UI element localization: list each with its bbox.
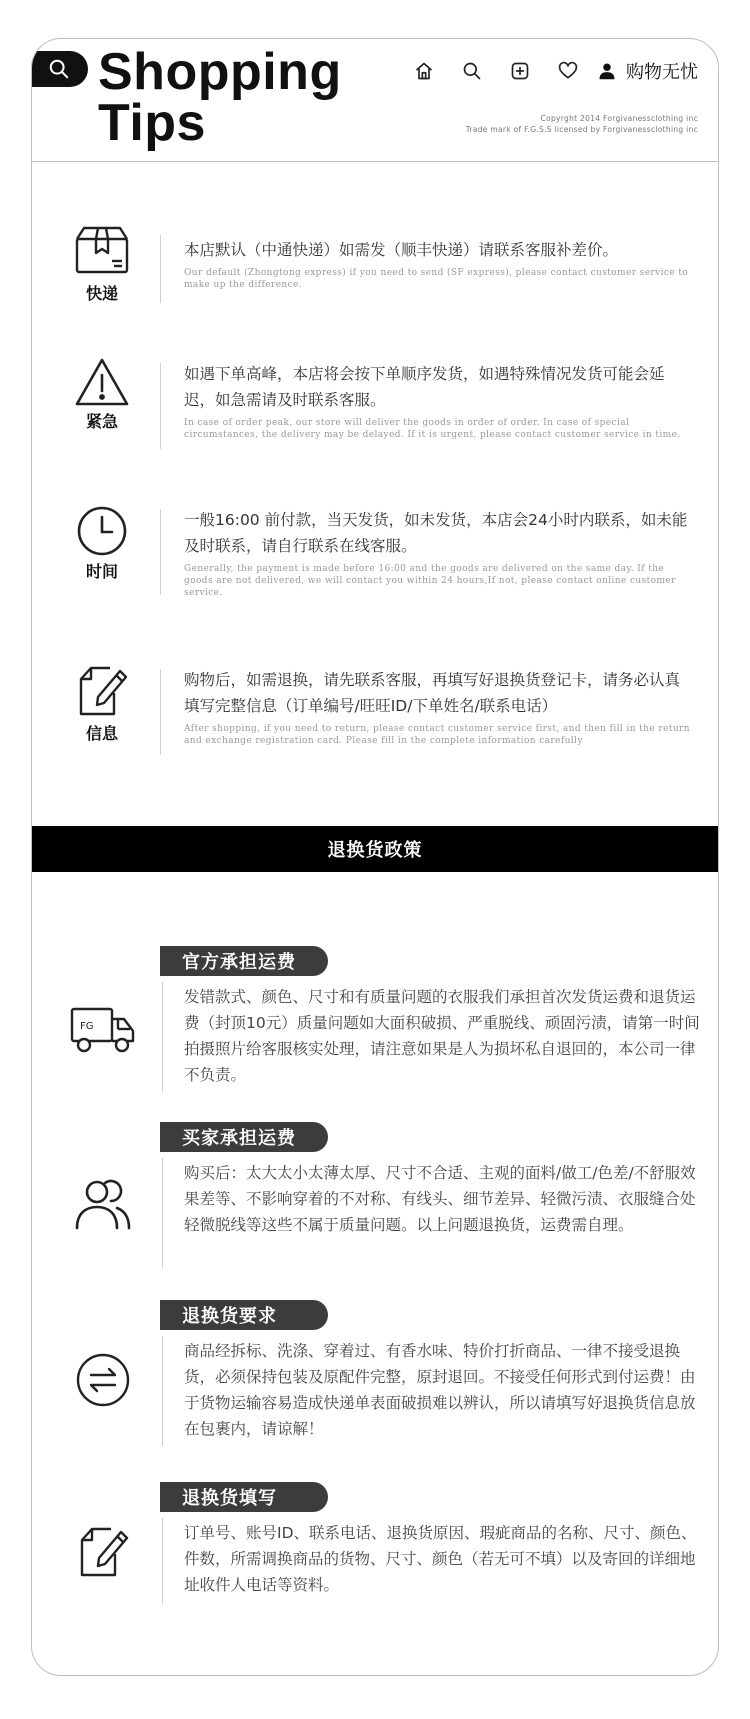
tip-icon-wrap xyxy=(74,225,130,275)
exchange-arrows-icon xyxy=(75,1352,131,1408)
search-icon xyxy=(48,58,70,80)
delivery-truck-icon xyxy=(70,1005,136,1055)
policy-icon-wrap xyxy=(70,1522,136,1582)
tip-label: 时间 xyxy=(85,562,118,581)
copyright-notice xyxy=(466,113,698,135)
policy-title: 退换货政策 xyxy=(327,840,423,861)
page-title xyxy=(98,43,342,152)
tip-icon-wrap xyxy=(74,357,130,407)
tip-cn-text: 本店默认（中通快递）如需发（顺丰快递）请联系客服补差价。 xyxy=(184,241,619,259)
tip-cn-text: 一般16:00 前付款，当天发货，如未发货，本店会24小时内联系，如未能及时联系，请自行联系在线客服。 xyxy=(184,511,688,555)
tip-divider xyxy=(160,363,161,449)
clock-icon xyxy=(76,505,128,557)
policy-tag: 退换货要求 xyxy=(160,1300,328,1330)
package-icon xyxy=(74,225,130,275)
tip-label: 快递 xyxy=(85,284,118,303)
tip-icon-wrap xyxy=(74,665,130,715)
tip-text xyxy=(184,237,694,291)
title-line-1: Shopping xyxy=(98,43,342,101)
tip-text xyxy=(184,507,694,599)
tip-en-text: After shopping, if you need to return, please contact customer service first, and then fill in the return and exchange registration card. Please fill in the complete information carefully xyxy=(184,724,690,746)
tip-cn-text: 购物后，如需退换，请先联系客服，再填写好退换货登记卡，请务必认真填写完整信息（订单编号/旺旺ID/下单姓名/联系电话） xyxy=(184,671,681,715)
policy-text: 购买后：太大太小太薄太厚、尺寸不合适、主观的面料/做工/色差/不舒服效果差等、不影响穿着的不对称、有线头、细节差异、轻微污渍、衣服缝合处轻微脱线等这些不属于质量问题。以上问题退换货，运费需自理。 xyxy=(184,1164,696,1234)
tip-en-text: Our default (Zhongtong express) if you need to send (SF express), please contact customer service to make up the difference. xyxy=(184,268,689,290)
plus-square-icon xyxy=(510,61,530,81)
edit-document-icon xyxy=(74,665,130,717)
tip-en-text: Generally, the payment is made before 16:00 and the goods are delivered on the same day. If the goods are not delivered, we will contact you within 24 hours,If not, please contact online customer service. xyxy=(184,564,676,598)
warning-icon xyxy=(74,357,130,407)
heart-icon xyxy=(558,61,578,81)
policy-icon-wrap xyxy=(70,1000,136,1060)
policy-divider xyxy=(162,1336,163,1446)
nav-user[interactable] xyxy=(598,58,698,84)
title-line-2: Tips xyxy=(98,93,206,152)
nav-search[interactable] xyxy=(448,57,496,85)
tip-divider xyxy=(160,669,161,755)
tip-icon-wrap xyxy=(74,505,130,555)
policy-text: 商品经拆标、洗涤、穿着过、有香水味、特价打折商品、一律不接受退换货，必须保持包装及原配件完整，原封退回。不接受任何形式到付运费！由于货物运输容易造成快递单表面破损难以辨认，所以请填写好退换货信息放在包裹内，请谅解！ xyxy=(184,1342,696,1438)
home-icon xyxy=(414,61,434,81)
svg-text:FG: FG xyxy=(80,1021,94,1032)
user-label: 购物无忧 xyxy=(626,62,698,83)
search-icon xyxy=(462,61,482,81)
header-divider xyxy=(32,161,718,162)
policy-tag: 退换货填写 xyxy=(160,1482,328,1512)
policy-icon-wrap xyxy=(70,1350,136,1410)
tip-label: 紧急 xyxy=(85,412,118,431)
edit-document-icon xyxy=(75,1526,131,1578)
policy-tag: 买家承担运费 xyxy=(160,1122,328,1152)
search-button[interactable] xyxy=(31,51,88,87)
tip-text xyxy=(184,361,694,441)
policy-divider xyxy=(162,1518,163,1604)
policy-icon-wrap xyxy=(70,1174,136,1234)
tip-cn-text: 如遇下单高峰，本店将会按下单顺序发货，如遇特殊情况发货可能会延迟，如急需请及时联系客服。 xyxy=(184,365,665,409)
users-icon xyxy=(73,1176,133,1232)
shopping-tips-card xyxy=(31,38,719,1676)
nav-favorites[interactable] xyxy=(544,57,592,85)
policy-text: 订单号、账号ID、联系电话、退换货原因、瑕疵商品的名称、尺寸、颜色、件数，所需调换商品的货物、尺寸、颜色（若无可不填）以及寄回的详细地址收件人电话等资料。 xyxy=(184,1524,697,1594)
tip-label: 信息 xyxy=(85,724,118,743)
top-nav xyxy=(400,57,698,85)
nav-add[interactable] xyxy=(496,57,544,85)
policy-divider xyxy=(162,1158,163,1268)
user-icon xyxy=(598,62,616,80)
nav-home[interactable] xyxy=(400,57,448,85)
tip-divider xyxy=(160,235,161,303)
policy-banner xyxy=(32,826,718,872)
policy-tag: 官方承担运费 xyxy=(160,946,328,976)
copyright-line-1: Copyrght 2014 Forgivanessclothing inc xyxy=(540,114,698,123)
policy-text: 发错款式、颜色、尺寸和有质量问题的衣服我们承担首次发货运费和退货运费（封顶10元）质量问题如大面积破损、严重脱线、顽固污渍，请第一时间拍摄照片给客服核实处理，请注意如果是人为损坏私自退回的，本公司一律不负责。 xyxy=(184,988,700,1084)
policy-divider xyxy=(162,982,163,1092)
tip-en-text: In case of order peak, our store will deliver the goods in order of order. In case of special circumstances, the delivery may be delayed. If it is urgent, please contact customer service in time. xyxy=(184,418,681,440)
tip-text xyxy=(184,667,694,747)
tip-divider xyxy=(160,509,161,595)
copyright-line-2: Trade mark of F.G.S.S licensed by Forgivanessclothing inc xyxy=(465,125,698,134)
